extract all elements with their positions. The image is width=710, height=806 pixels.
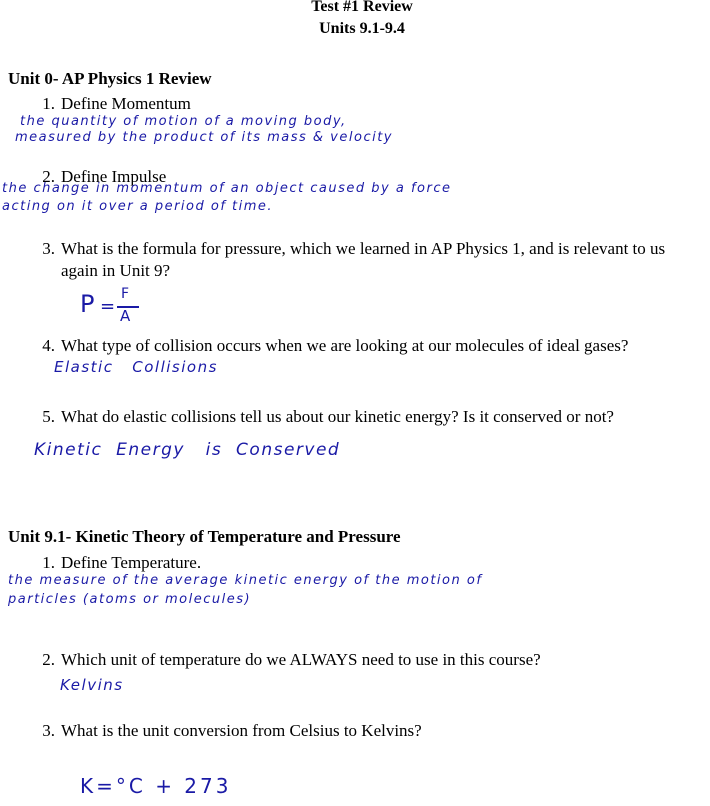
unit91-answer-1-line2: particles (atoms or molecules) xyxy=(8,592,252,607)
question-text: Define Impulse xyxy=(61,167,167,186)
pressure-formula-answer xyxy=(80,288,140,330)
question-text: What type of collision occurs when we are looking at our molecules of ideal gases? xyxy=(61,336,629,355)
question-text: What is the formula for pressure, which we learned in AP Physics 1, and is relevant to us again in Unit 9? xyxy=(61,239,666,280)
unit0-answer-1-line1: the quantity of motion of a moving body, xyxy=(20,114,347,129)
question-text: What do elastic collisions tell us about our kinetic energy? Is it conserved or not? xyxy=(61,407,614,426)
unit91-answer-3: K=°C + 273 xyxy=(80,774,232,798)
unit0-answer-2-line1: the change in momentum of an object caused by a force xyxy=(2,181,452,196)
formula-lhs: P xyxy=(80,290,95,318)
question-text: Define Temperature. xyxy=(61,553,202,572)
page-subtitle: Units 9.1-9.4 xyxy=(319,20,405,37)
question-number: 2. xyxy=(42,650,55,669)
unit0-heading: Unit 0- AP Physics 1 Review xyxy=(8,69,212,88)
question-number: 1. xyxy=(42,553,55,572)
formula-denominator: A xyxy=(120,307,131,325)
formula-equals: = xyxy=(100,296,116,317)
unit91-answer-2: Kelvins xyxy=(60,676,124,694)
question-text: Define Momentum xyxy=(61,94,191,113)
unit0-answer-5: Kinetic Energy is Conserved xyxy=(34,440,341,460)
unit91-heading: Unit 9.1- Kinetic Theory of Temperature and Pressure xyxy=(8,527,401,546)
question-text: What is the unit conversion from Celsius to Kelvins? xyxy=(61,721,422,740)
unit0-answer-1-line2: measured by the product of its mass & velocity xyxy=(15,130,393,145)
question-number: 3. xyxy=(42,721,55,740)
unit91-answer-1-line1: the measure of the average kinetic energy of the motion of xyxy=(8,573,483,588)
question-number: 5. xyxy=(42,407,55,426)
question-number: 4. xyxy=(42,336,55,355)
unit0-answer-4: Elastic Collisions xyxy=(54,358,218,376)
page-title: Test #1 Review xyxy=(311,0,413,15)
question-number: 1. xyxy=(42,94,55,113)
formula-numerator: F xyxy=(121,286,130,302)
unit0-answer-2-line2: acting on it over a period of time. xyxy=(2,199,274,214)
question-number: 2. xyxy=(42,167,55,186)
question-number: 3. xyxy=(42,239,55,258)
question-text: Which unit of temperature do we ALWAYS need to use in this course? xyxy=(61,650,541,669)
